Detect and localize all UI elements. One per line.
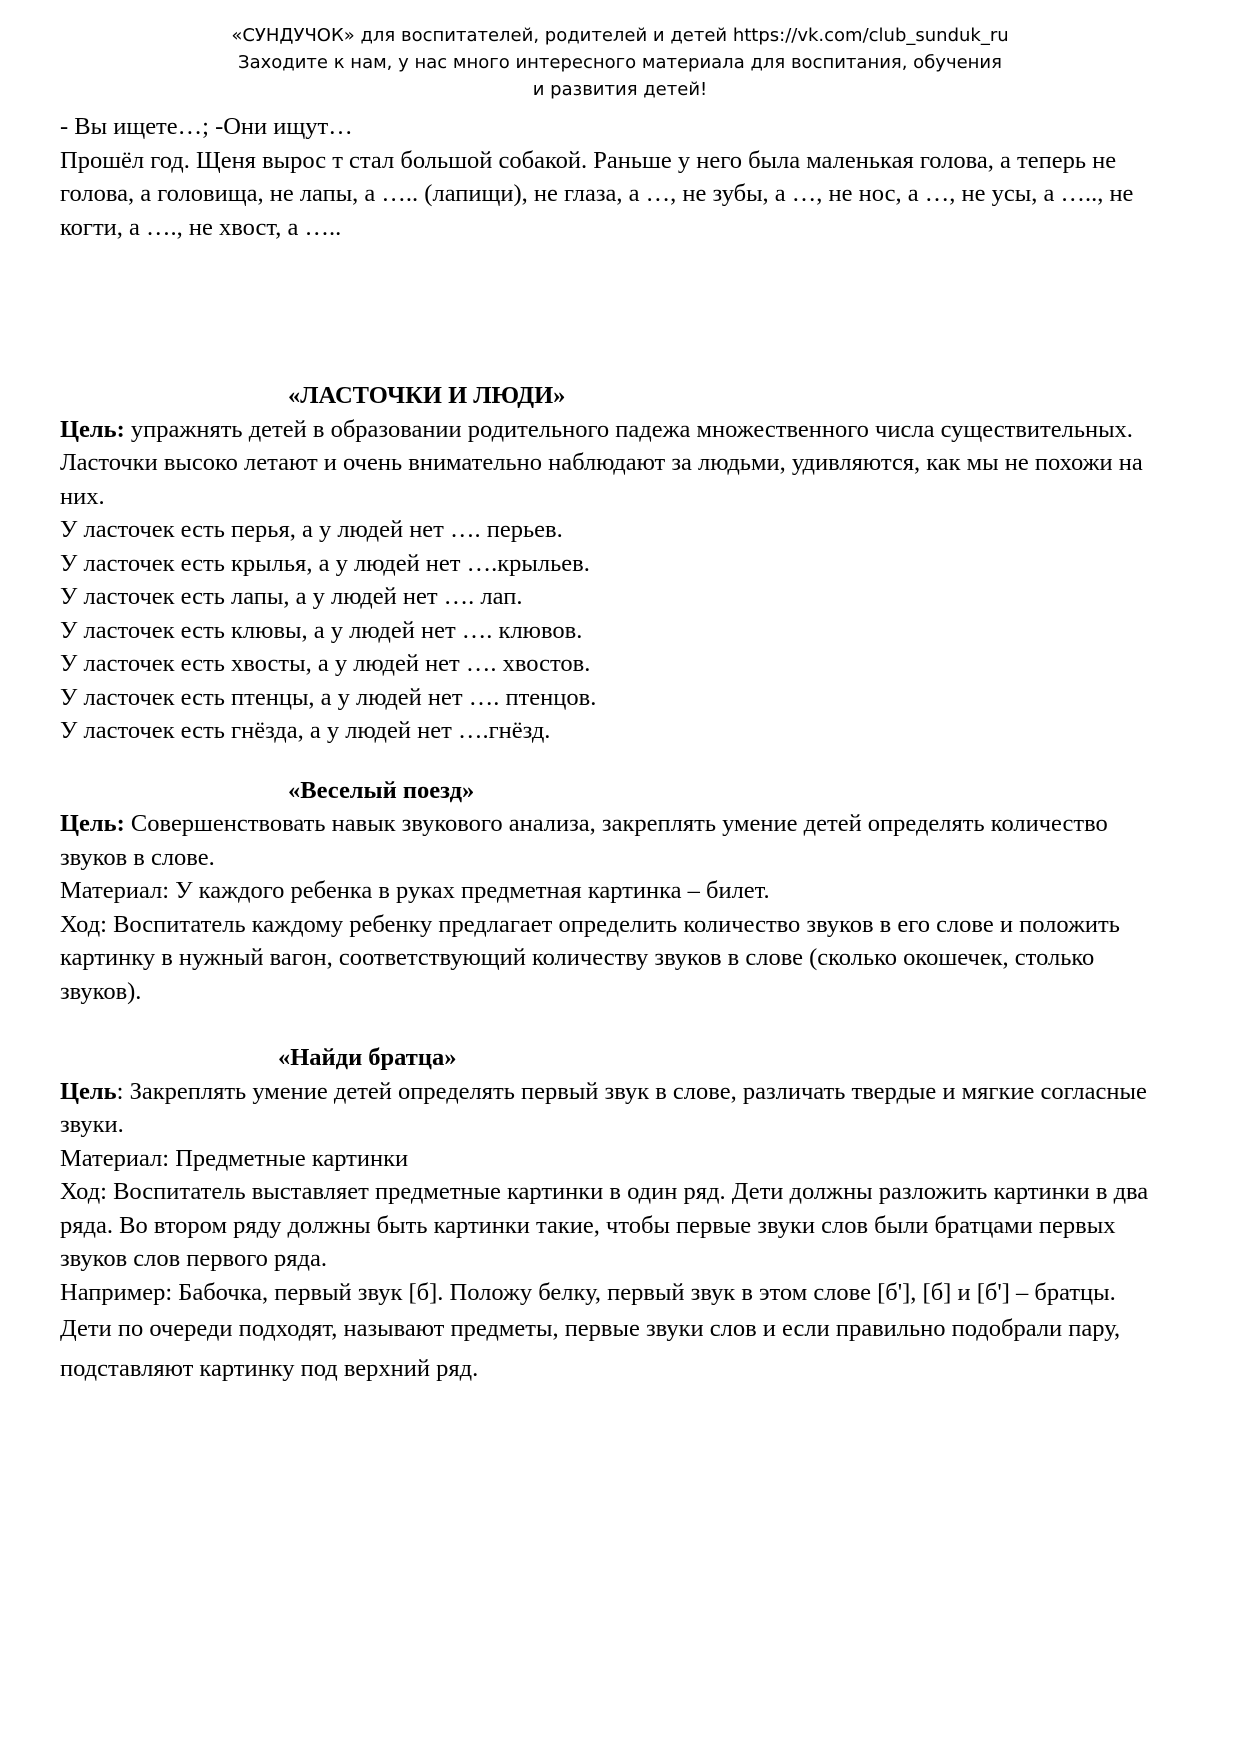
game-1-line: У ласточек есть птенцы, а у людей нет …. птенцов. <box>60 683 597 711</box>
document-body <box>60 110 1180 1389</box>
game-2-process: Ход: Воспитатель каждому ребенку предлагает определить количество звуков в его слове и положить картинку в нужный вагон, соответствующий количеству звуков в слове (сколько окошечек, столько звуков). <box>60 910 1120 1005</box>
game-2-goal <box>60 807 1180 874</box>
goal-text: : Закреплять умение детей определять первый звук в слове, различать твердые и мягкие согласные звуки. <box>60 1077 1147 1138</box>
game-1-line: У ласточек есть перья, а у людей нет …. перьев. <box>60 516 563 543</box>
game-1-description: Ласточки высоко летают и очень внимательно наблюдают за людьми, удивляются, как мы не похожи на них. <box>60 449 1143 510</box>
game-3-goal <box>60 1075 1180 1142</box>
page-header <box>0 22 1240 103</box>
spacer <box>60 748 1180 774</box>
game-2-material: Материал: У каждого ребенка в руках предметная картинка – билет. <box>60 877 770 904</box>
goal-text: Совершенствовать навык звукового анализа, закреплять умение детей определять количество звуков в слове. <box>60 810 1108 871</box>
game-3-final: Дети по очереди подходят, называют предметы, первые звуки слов и если правильно подобрали пару, подставляют картинку под верхний ряд. <box>60 1315 1121 1382</box>
goal-label: Цель: <box>60 810 125 837</box>
game-1-line: У ласточек есть хвосты, а у людей нет …. хвостов. <box>60 650 591 677</box>
intro-line: - Вы ищете…; -Они ищут… <box>60 113 353 140</box>
goal-label: Цель <box>60 1077 117 1105</box>
game-1-goal <box>60 413 1180 447</box>
goal-label: Цель: <box>60 415 125 443</box>
header-line-3: и развития детей! <box>532 79 708 100</box>
game-1-line: У ласточек есть гнёзда, а у людей нет ….гнёзд. <box>60 717 551 744</box>
game-1-line: У ласточек есть клювы, а у людей нет …. клювов. <box>60 616 583 644</box>
spacer <box>60 244 1180 379</box>
game-1-line: У ласточек есть крылья, а у людей нет ….крыльев. <box>60 549 590 577</box>
game-2-title: «Веселый поезд» <box>288 776 475 804</box>
header-line-2: Заходите к нам, у нас много интересного материала для воспитания, обучения <box>238 52 1002 73</box>
game-3-title: «Найди братца» <box>278 1044 457 1071</box>
spacer <box>60 1008 1180 1041</box>
game-3-example: Например: Бабочка, первый звук [б]. Положу белку, первый звук в этом слове [б'], [б] и [б'] – братцы. <box>60 1278 1116 1306</box>
goal-text: упражнять детей в образовании родительного падежа множественного числа существительных. <box>124 415 1133 443</box>
game-3-process: Ход: Воспитатель выставляет предметные картинки в один ряд. Дети должны разложить картинки в два ряда. Во втором ряду должны быть картинки такие, чтобы первые звуки слов были братцами первых звуков слов первого ряда. <box>60 1178 1149 1272</box>
intro-paragraph: Прошёл год. Щеня вырос т стал большой собакой. Раньше у него была маленькая голова, а теперь не голова, а головища, не лапы, а ….. (лапищи), не глаза, а …, не зубы, а …, не нос, а …, не усы, а ….., не когти, а …., не хвост, а ….. <box>60 146 1134 241</box>
game-1-line: У ласточек есть лапы, а у людей нет …. лап. <box>60 583 523 610</box>
header-line-1: «СУНДУЧОК» для воспитателей, родителей и детей https://vk.com/club_sunduk_ru <box>231 25 1009 46</box>
game-3-material: Материал: Предметные картинки <box>60 1144 409 1172</box>
game-1-title: «ЛАСТОЧКИ И ЛЮДИ» <box>288 382 566 409</box>
